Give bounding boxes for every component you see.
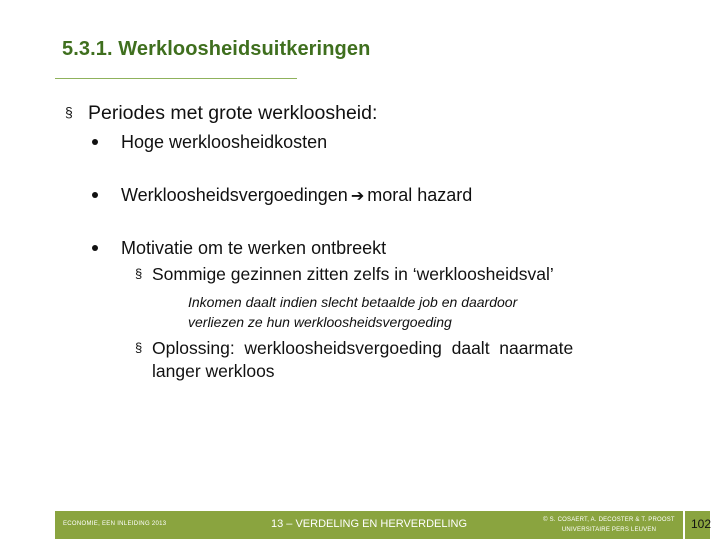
- round-bullet-icon: [92, 139, 98, 145]
- round-bullet-icon: [92, 192, 98, 198]
- sub-bullet-3: [92, 238, 386, 259]
- square-bullet-icon: §: [135, 266, 143, 281]
- main-bullet: [65, 102, 377, 125]
- footer-divider: [683, 511, 685, 539]
- sub-bullet-text: Hoge werkloosheidkosten: [121, 132, 328, 152]
- footer-copyright-line: © S. COSAERT, A. DECOSTER & T. PROOST: [543, 517, 675, 523]
- lvl3-bullet-1: [135, 262, 554, 286]
- footer-copyright: [534, 515, 684, 535]
- lvl3-bullet-2: [135, 336, 573, 383]
- sub-bullet-2: [92, 185, 472, 206]
- round-bullet-icon: [92, 245, 98, 251]
- sub-bullet-1: [92, 132, 327, 153]
- note-line: verliezen ze hun werkloosheidsvergoeding: [188, 314, 452, 330]
- main-bullet-text: Periodes met grote werkloosheid:: [88, 102, 378, 124]
- lvl3-text: Sommige gezinnen zitten zelfs in ‘werkloosheidsval’: [152, 264, 554, 284]
- note-line: Inkomen daalt indien slecht betaalde job en daardoor: [188, 294, 518, 310]
- sub-bullet-text: Motivatie om te werken ontbreekt: [121, 238, 387, 258]
- arrow-target-text: moral hazard: [367, 185, 473, 205]
- italic-note: [188, 292, 517, 332]
- square-bullet-icon: §: [135, 340, 143, 355]
- sub-bullet-text: Werkloosheidsvergoedingen: [121, 185, 348, 205]
- arrow-right-icon: ➔: [350, 188, 365, 205]
- square-bullet-icon: §: [65, 104, 73, 120]
- lvl3-text: Oplossing: werkloosheidsvergoeding daalt naarmate: [152, 338, 574, 358]
- footer-bar: [55, 511, 710, 539]
- footer-chapter: 13 – VERDELING EN HERVERDELING: [271, 518, 468, 530]
- title-underline: [55, 78, 297, 79]
- lvl3-continuation: langer werkloos: [152, 361, 275, 381]
- slide-title: 5.3.1. Werkloosheidsuitkeringen: [62, 38, 371, 60]
- footer-course: ECONOMIE, EEN INLEIDING 2013: [63, 521, 167, 527]
- page-number: 102: [691, 517, 712, 531]
- footer-publisher-line: UNIVERSITAIRE PERS LEUVEN: [561, 527, 657, 533]
